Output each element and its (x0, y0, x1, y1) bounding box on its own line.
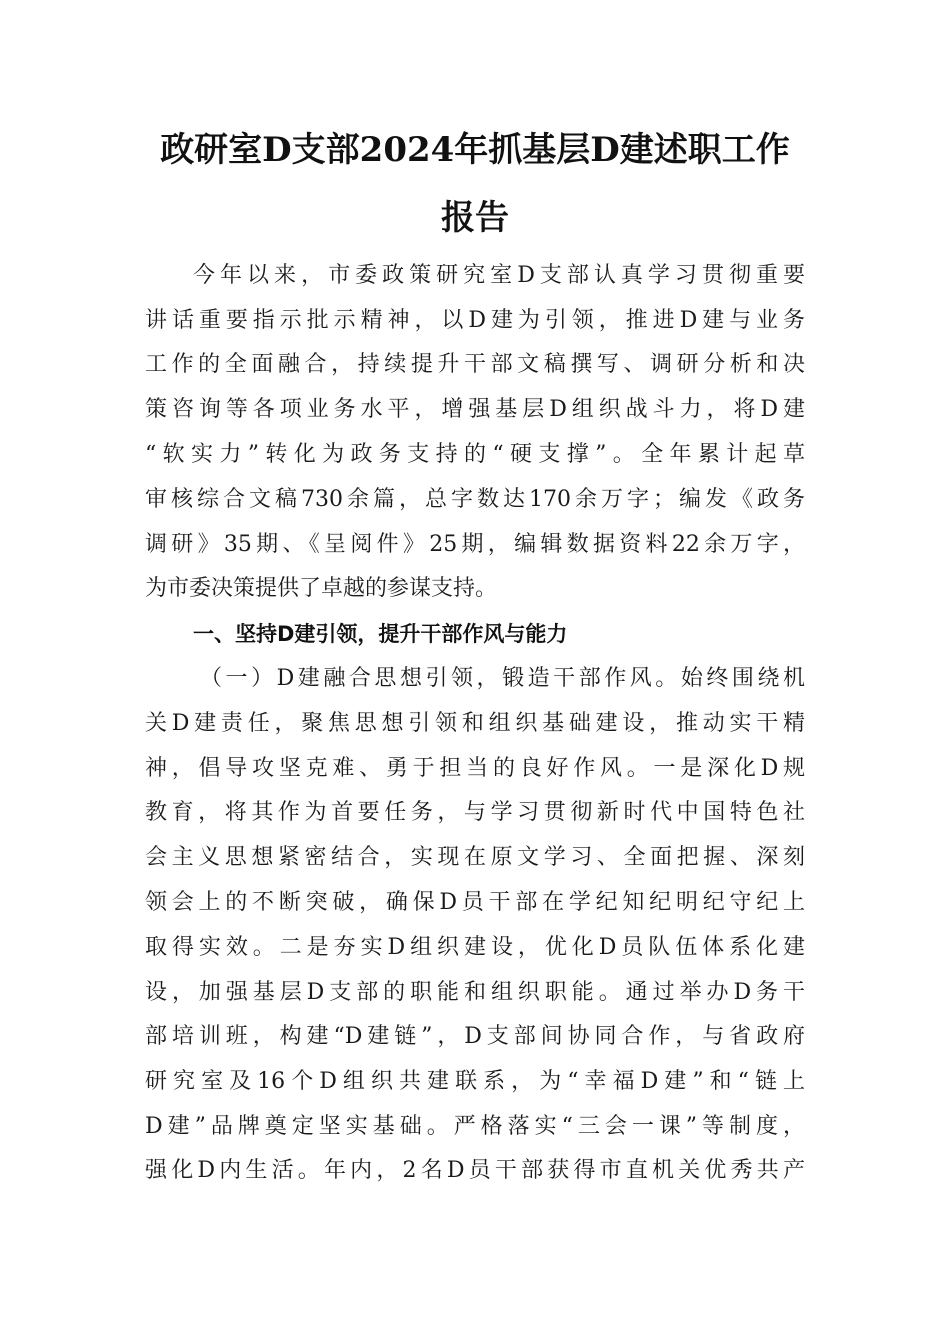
text-line: 策咨询等各项业务水平，增强基层D组织战斗力，将D建 (145, 397, 805, 422)
text-line: 强化D内生活。年内，2名D员干部获得市直机关优秀共产 (145, 1158, 805, 1183)
text-line: 讲话重要指示批示精神，以D建为引领，推进D建与业务 (145, 308, 805, 333)
text-line: 会主义思想紧密结合，实现在原文学习、全面把握、深刻 (145, 845, 805, 870)
text-line: 取得实效。二是夯实D组织建设，优化D员队伍体系化建 (145, 935, 805, 960)
text-line: 审核综合文稿730余篇，总字数达170余万字；编发《政务 (145, 487, 805, 512)
text-line: D建”品牌奠定坚实基础。严格落实“三会一课”等制度， (145, 1114, 805, 1139)
text-line: 调研》35期、《呈阅件》25期，编辑数据资料22余万字， (145, 532, 805, 557)
text-line: 工作的全面融合，持续提升干部文稿撰写、调研分析和决 (145, 352, 805, 377)
text-line: （一）D建融合思想引领，锻造干部作风。始终围绕机 (200, 666, 805, 691)
text-line: “软实力”转化为政务支持的“硬支撑”。全年累计起草 (145, 442, 805, 467)
document-title-line-2: 报告 (441, 198, 509, 238)
text-line: 神，倡导攻坚克难、勇于担当的良好作风。一是深化D规 (145, 756, 805, 781)
text-line: 今年以来，市委政策研究室D支部认真学习贯彻重要 (193, 263, 805, 288)
document-title-line-1: 政研室D支部2024年抓基层D建述职工作 (160, 130, 790, 170)
section-heading: 一、坚持D建引领，提升干部作风与能力 (193, 622, 568, 646)
text-line: 研究室及16个D组织共建联系，为“幸福D建”和“链上 (145, 1069, 805, 1094)
text-line: 教育，将其作为首要任务，与学习贯彻新时代中国特色社 (145, 800, 805, 825)
text-line: 为市委决策提供了卓越的参谋支持。 (145, 576, 498, 601)
text-line: 领会上的不断突破，确保D员干部在学纪知纪明纪守纪上 (145, 890, 805, 915)
text-line: 关D建责任，聚焦思想引领和组织基础建设，推动实干精 (145, 711, 805, 736)
text-line: 设，加强基层D支部的职能和组织职能。通过举办D务干 (145, 980, 805, 1005)
text-line: 部培训班，构建“D建链”，D支部间协同合作，与省政府 (145, 1024, 805, 1049)
